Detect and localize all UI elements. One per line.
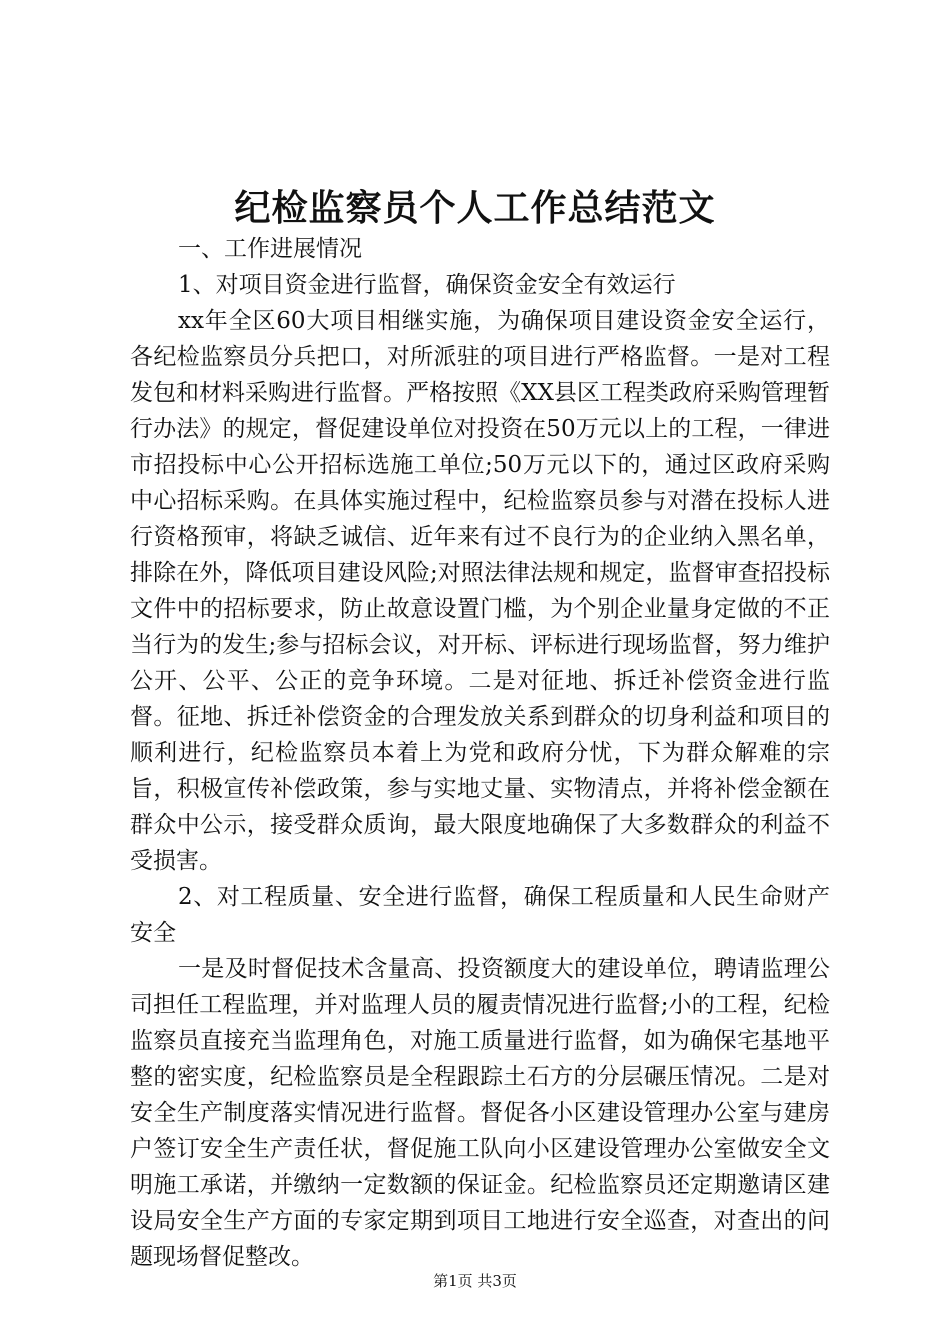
- document-body: [130, 231, 830, 1275]
- document-title: 纪检监察员个人工作总结范文: [234, 187, 716, 229]
- section-heading: 一、工作进展情况: [178, 236, 362, 262]
- body-paragraph-1: xx年全区60大项目相继实施，为确保项目建设资金安全运行，各纪检监察员分兵把口，对所派驻的项目进行严格监督。一是对工程发包和材料采购进行监督。严格按照《XX县区工程类政府采购管理暂行办法》的规定，督促建设单位对投资在50万元以上的工程，一律进市招投标中心公开招标选施工单位;50万元以下的，通过区政府采购中心招标采购。在具体实施过程中，纪检监察员参与对潜在投标人进行资格预审，将缺乏诚信、近年来有过不良行为的企业纳入黑名单，排除在外，降低项目建设风险;对照法律法规和规定，监督审查招投标文件中的招标要求，防止故意设置门槛，为个别企业量身定做的不正当行为的发生;参与招标会议，对开标、评标进行现场监督，努力维护公开、公平、公正的竞争环境。二是对征地、拆迁补偿资金进行监督。征地、拆迁补偿资金的合理发放关系到群众的切身利益和项目的顺利进行，纪检监察员本着上为党和政府分忧，下为群众解难的宗旨，积极宣传补偿政策，参与实地丈量、实物清点，并将补偿金额在群众中公示，接受群众质询，最大限度地确保了大多数群众的利益不受损害。: [130, 308, 830, 874]
- subsection-heading-1: 1、对项目资金进行监督，确保资金安全有效运行: [178, 272, 676, 298]
- body-paragraph-2: 一是及时督促技术含量高、投资额度大的建设单位，聘请监理公司担任工程监理，并对监理人员的履责情况进行监督;小的工程，纪检监察员直接充当监理角色，对施工质量进行监督，如为确保宅基地平整的密实度，纪检监察员是全程跟踪土石方的分层碾压情况。二是对安全生产制度落实情况进行监督。督促各小区建设管理办公室与建房户签订安全生产责任状，督促施工队向小区建设管理办公室做安全文明施工承诺，并缴纳一定数额的保证金。纪检监察员还定期邀请区建设局安全生产方面的专家定期到项目工地进行安全巡查，对查出的问题现场督促整改。: [130, 956, 830, 1270]
- page-footer: 第1页 共3页: [433, 1272, 517, 1290]
- subsection-heading-2: 2、对工程质量、安全进行监督，确保工程质量和人民生命财产安全: [130, 884, 830, 946]
